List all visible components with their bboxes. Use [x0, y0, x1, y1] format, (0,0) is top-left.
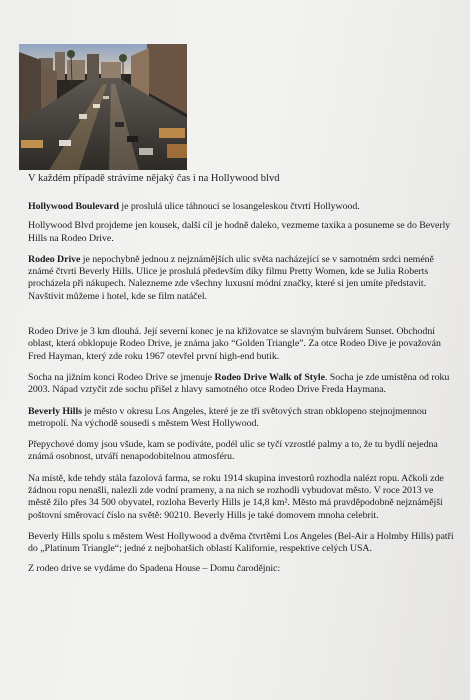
paragraph-rodeo-drive: Rodeo Drive je nepochybně jednou z nejznámějších ulic světa nacházející se v samotném srdci neméně známé čtvrti Beverly Hills. Ulice je proslulá především díky filmu Pretty Women, kde se Julia Roberts procházela při nákupech. Nalezneme zde všechny luxusní módní značky, které si jen umíte představit. Navštívit můžeme i hotel, kde se film natáčel.	[28, 253, 434, 302]
hollywood-boulevard-photo	[19, 44, 187, 170]
paragraph-hollywood-blvd-walk: Hollywood Blvd projdeme jen kousek, další cíl je hodně daleko, vezmeme taxika a posuneme se do Beverly Hills na Rodeo Drive.	[28, 220, 451, 244]
paragraph-luxury-homes: Přepychové domy jsou všude, kam se podíváte, podél ulic se tyčí vzrostlé palmy a to, že tu bydlí nejedna známá osobnost, utváří nenapodobitelnou atmosféru.	[28, 439, 438, 463]
paragraph-history: Na místě, kde tehdy stála fazolová farma, se roku 1914 skupina investorů rozhodla nalézt ropu. Ačkoli zde žádnou ropu nenašli, nalezli zde vodní prameny, a na nich se rozhodli vybudovat město. V roce 2013 ve městě žilo přes 34 500 obyvatel, rozloha Beverly Hills je 14,8 km². Město má pravděpodobně nejznámější poštovní směrovací číslo na světě: 90210. Beverly Hills je také domovem mnoha celebrit.	[28, 472, 444, 521]
paragraph-rodeo-drive-length: Rodeo Drive je 3 km dlouhá. Její severní konec je na křižovatce se slavným bulvárem Sunset. Obchodní oblast, která obklopuje Rodeo Drive, je známa jako “Golden Triangle”. Za otce Rodeo Dive je považován Fred Hayman, který zde roku 1967 otevřel první high-end butik.	[28, 326, 441, 362]
paragraph-hollywood-boulevard: Hollywood Boulevard je proslulá ulice táhnoucí se losangeleskou čtvrtí Hollywood.	[28, 201, 360, 212]
paragraph-platinum-triangle: Beverly Hills spolu s městem West Hollywood a dvěma čtvrtěmi Los Angeles (Bel-Air a Holmby Hills) patří do „Platinum Triangle“; jedné z nejbohatších oblastí Kalifornie, respektive celých USA.	[28, 530, 454, 555]
photo-caption: V každém případě strávíme nějaký čas i na Hollywood blvd	[28, 173, 280, 184]
term-rodeo-drive: Rodeo Drive	[28, 253, 81, 265]
street-photo-illustration	[19, 44, 187, 170]
term-hollywood-boulevard: Hollywood Boulevard	[28, 201, 119, 212]
paragraph-walk-of-style: Socha na jižním konci Rodeo Drive se jmenuje Rodeo Drive Walk of Style. Socha je zde umístěna od roku 2003. Nápad vztyčit zde sochu přišel z hlavy samotného otce Rodeo Drive Freda Haymana.	[28, 371, 450, 396]
paragraph-beverly-hills: Beverly Hills je město v okresu Los Angeles, které je ze tří světových stran obklopeno stejnojmennou metropolí. Na východě sousedí s městem West Hollywood.	[28, 405, 427, 429]
term-beverly-hills: Beverly Hills	[28, 405, 82, 417]
paragraph-next-destination: Z rodeo drive se vydáme do Spadena House – Domu čarodějnic:	[28, 562, 281, 574]
article-body	[28, 192, 454, 575]
term-walk-of-style: Rodeo Drive Walk of Style	[214, 371, 325, 383]
